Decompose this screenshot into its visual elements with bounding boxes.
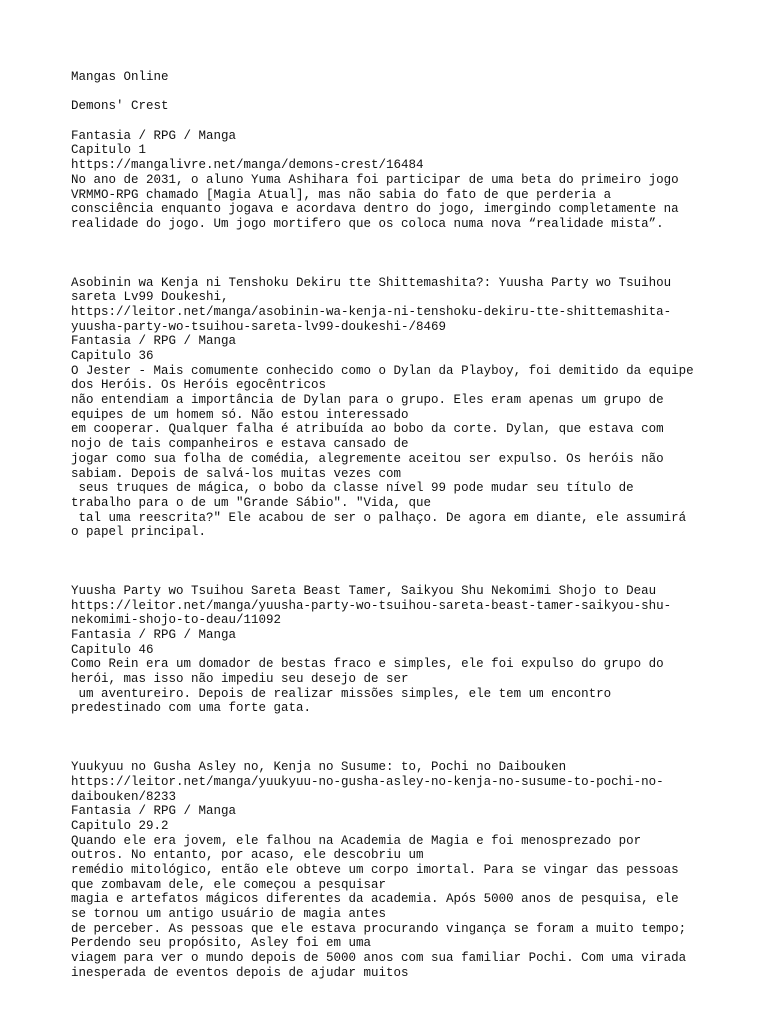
manga-entry (71, 584, 761, 716)
entry-line: https://mangalivre.net/manga/demons-crest/16484 (71, 158, 424, 173)
entry-line: herói, mas isso não impediu seu desejo de ser (71, 672, 409, 687)
entry-line: se tornou um antigo usuário de magia antes (71, 907, 387, 921)
entry-line: magia e artefatos mágicos diferentes da academia. Após 5000 anos de pesquisa, ele (71, 892, 679, 907)
entry-line: Fantasia / RPG / Manga (71, 628, 237, 642)
entry-line: https://leitor.net/manga/yuukyuu-no-gusha-asley-no-kenja-no-susume-to-pochi-no- (71, 774, 664, 789)
entry-line: Capitulo 1 (71, 143, 147, 158)
entry-line: VRMMO-RPG chamado [Magia Atual], mas não sabia do fato de que perderia a (71, 187, 612, 202)
entry-line: viagem para ver o mundo depois de 5000 anos com sua familiar Pochi. Com uma virada (71, 951, 687, 966)
site-title: Mangas Online (71, 70, 169, 84)
entry-line: Perdendo seu propósito, Asley foi em uma (71, 936, 372, 951)
entry-line: O Jester - Mais comumente conhecido como o Dylan da Playboy, foi demitido da equipe (71, 363, 694, 378)
entry-line: consciência enquanto jogava e acordava dentro do jogo, imergindo completamente na (71, 202, 679, 217)
entry-line: Capitulo 46 (71, 642, 154, 657)
entry-line: de perceber. As pessoas que ele estava procurando vingança se foram a muito tempo; (71, 921, 687, 936)
featured-title: Demons' Crest (71, 99, 169, 114)
entry-line: o papel principal. (71, 525, 207, 540)
entry-line: jogar como sua folha de comédia, alegremente aceitou ser expulso. Os heróis não (71, 451, 664, 466)
entry-line: tal uma reescrita?" Ele acabou de ser o palhaço. De agora em diante, ele assumirá (71, 510, 687, 525)
entry-line: seus truques de mágica, o bobo da classe nível 99 pode mudar seu título de (71, 481, 634, 496)
entry-line: nekomimi-shojo-to-deau/11092 (71, 613, 282, 628)
entry-line: Fantasia / RPG / Manga (71, 334, 237, 349)
entry-line: inesperada de eventos depois de ajudar muitos (71, 965, 409, 980)
entry-line: Asobinin wa Kenja ni Tenshoku Dekiru tte Shittemashita?: Yuusha Party wo Tsuihou (71, 275, 672, 290)
entry-line: predestinado com uma forte gata. (71, 701, 312, 716)
entry-line: Yuusha Party wo Tsuihou Sareta Beast Tamer, Saikyou Shu Nekomimi Shojo to Deau (71, 583, 657, 598)
entry-line: trabalho para o de um "Grande Sábio". "Vida, que (71, 495, 432, 510)
manga-entry (71, 276, 761, 540)
entry-line: remédio mitológico, então ele obteve um corpo imortal. Para se vingar das pessoas (71, 862, 679, 877)
manga-entries (71, 129, 761, 981)
entry-line: No ano de 2031, o aluno Yuma Ashihara foi participar de uma beta do primeiro jogo (71, 172, 679, 187)
document-page (71, 70, 761, 980)
manga-entry (71, 760, 761, 980)
entry-line: yuusha-party-wo-tsuihou-sareta-lv99-doukeshi-/8469 (71, 319, 447, 334)
entry-line: não entendiam a importância de Dylan para o grupo. Eles eram apenas um grupo de (71, 393, 664, 408)
entry-line: que zombavam dele, ele começou a pesquisar (71, 877, 387, 892)
entry-line: Capitulo 36 (71, 349, 154, 363)
entry-line: sabiam. Depois de salvá-los muitas vezes com (71, 466, 402, 481)
entry-line: equipes de um homem só. Não estou interessado (71, 407, 409, 422)
entry-line: um aventureiro. Depois de realizar missões simples, ele tem um encontro (71, 686, 612, 701)
entry-line: https://leitor.net/manga/asobinin-wa-kenja-ni-tenshoku-dekiru-tte-shittemashita- (71, 304, 672, 319)
entry-line: daibouken/8233 (71, 789, 177, 804)
entry-line: nojo de tais companheiros e estava cansado de (71, 437, 409, 452)
entry-line: Yuukyuu no Gusha Asley no, Kenja no Susume: to, Pochi no Daibouken (71, 760, 567, 775)
entry-line: Capitulo 29.2 (71, 818, 169, 833)
manga-entry (71, 129, 761, 232)
entry-line: https://leitor.net/manga/yuusha-party-wo-tsuihou-sareta-beast-tamer-saikyou-shu- (71, 598, 672, 613)
entry-line: dos Heróis. Os Heróis egocêntricos (71, 378, 327, 393)
entry-line: realidade do jogo. Um jogo mortifero que os coloca numa nova “realidade mista”. (71, 216, 664, 231)
entry-line: Quando ele era jovem, ele falhou na Academia de Magia e foi menosprezado por (71, 833, 642, 848)
entry-line: Como Rein era um domador de bestas fraco e simples, ele foi expulso do grupo do (71, 657, 664, 672)
entry-line: sareta Lv99 Doukeshi, (71, 290, 229, 305)
entry-line: Fantasia / RPG / Manga (71, 804, 237, 819)
entry-line: outros. No entanto, por acaso, ele descobriu um (71, 848, 424, 863)
entry-line: em cooperar. Qualquer falha é atribuída ao bobo da corte. Dylan, que estava com (71, 422, 664, 437)
entry-line: Fantasia / RPG / Manga (71, 128, 237, 143)
